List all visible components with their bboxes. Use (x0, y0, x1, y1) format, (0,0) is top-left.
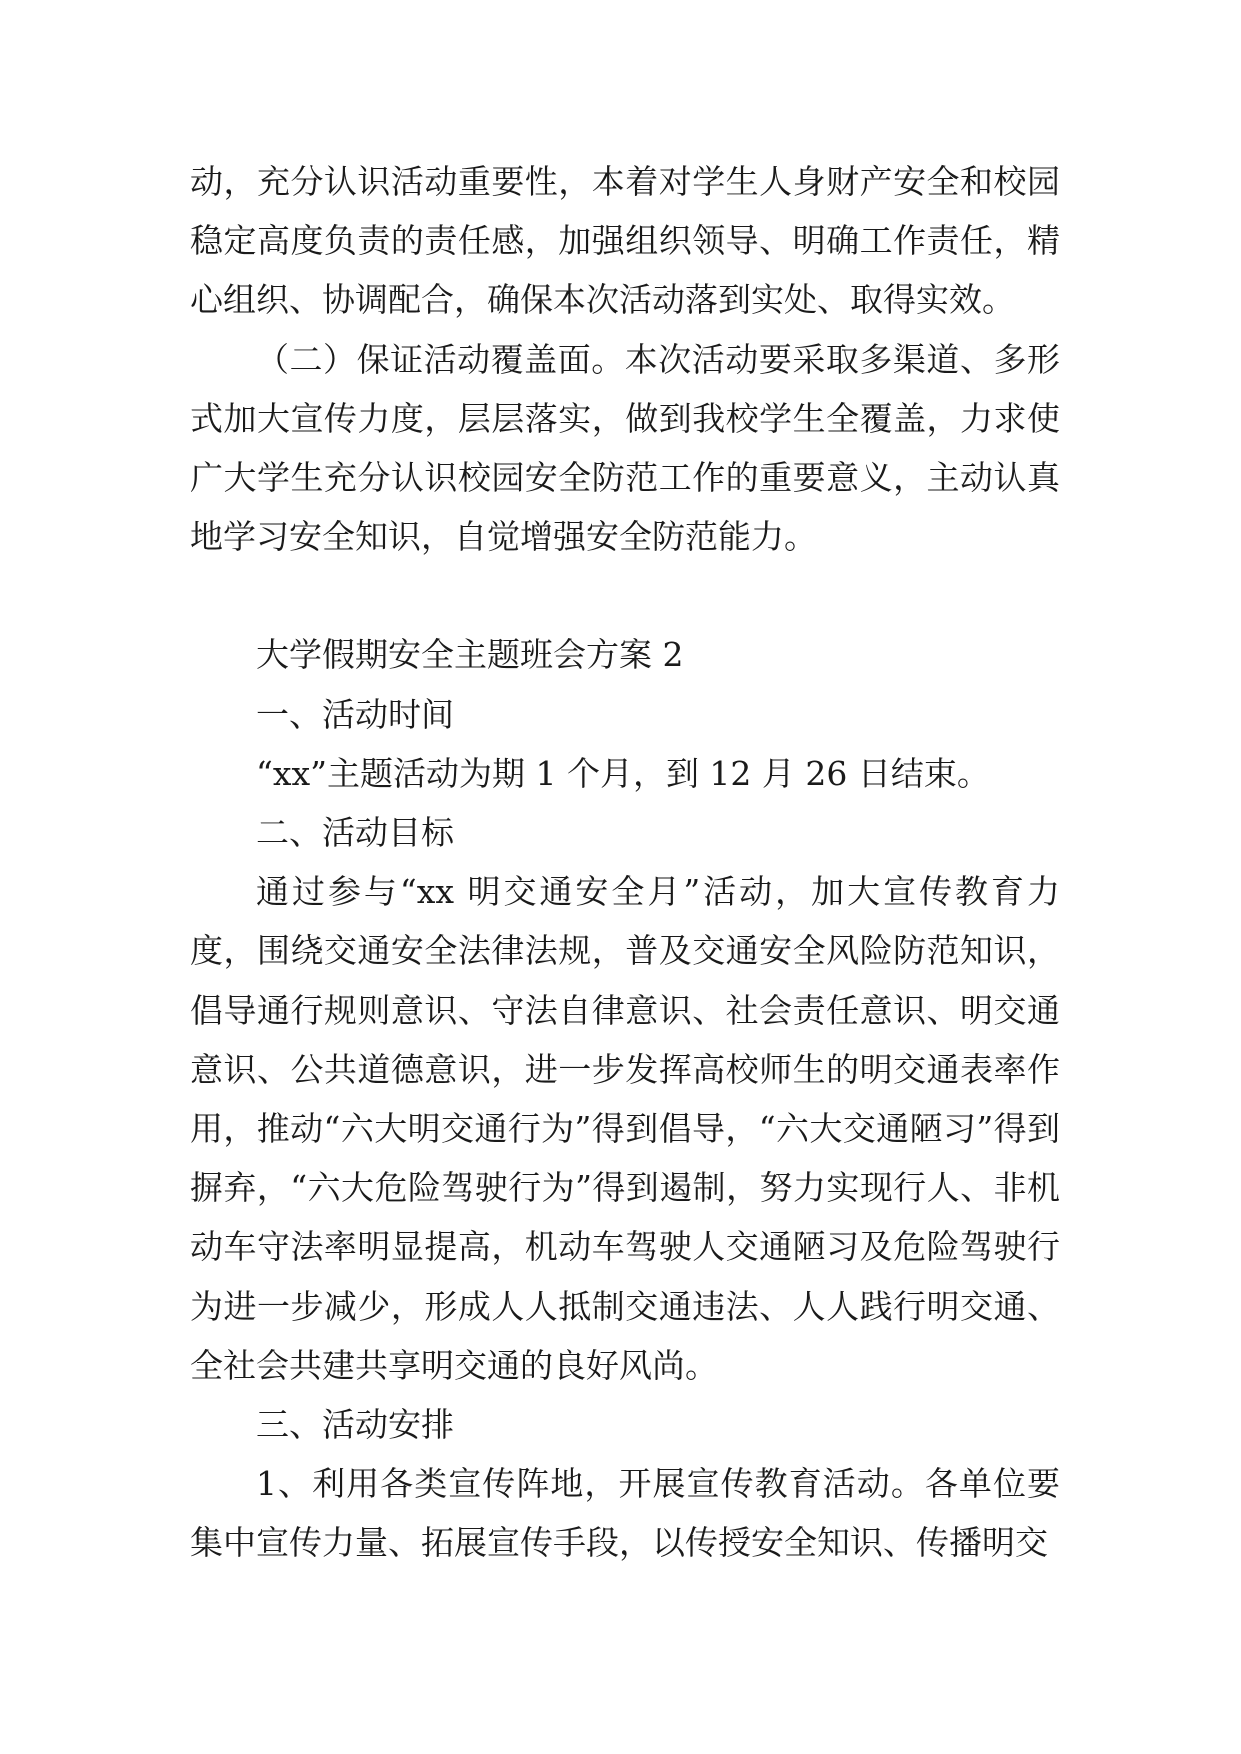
document-body (190, 152, 1060, 1573)
paragraph-continuation: 动，充分认识活动重要性，本着对学生人身财产安全和校园稳定高度负责的责任感，加强组织领导、明确工作责任，精心组织、协调配合，确保本次活动落到实处、取得实效。 (190, 162, 1060, 320)
heading-activity-goal: 二、活动目标 (256, 813, 454, 853)
heading-activity-arrangement: 三、活动安排 (256, 1405, 454, 1445)
paragraph-gap (190, 566, 1060, 625)
paragraph-activity-time: “xx”主题活动为期 1 个月，到 12 月 26 日结束。 (256, 753, 990, 793)
paragraph-activity-arrangement: 1、利用各类宣传阵地，开展宣传教育活动。各单位要集中宣传力量、拓展宣传手段，以传授安全知识、传播明交 (190, 1464, 1060, 1563)
section-title: 大学假期安全主题班会方案 2 (256, 635, 684, 675)
paragraph-coverage: （二）保证活动覆盖面。本次活动要采取多渠道、多形式加大宣传力度，层层落实，做到我校学生全覆盖，力求使广大学生充分认识校园安全防范工作的重要意义，主动认真地学习安全知识，自觉增强安全防范能力。 (190, 339, 1060, 557)
heading-activity-time: 一、活动时间 (256, 694, 454, 734)
paragraph-activity-goal: 通过参与“xx 明交通安全月”活动，加大宣传教育力度，围绕交通安全法律法规，普及交通安全风险防范知识，倡导通行规则意识、守法自律意识、社会责任意识、明交通意识、公共道德意识，进一步发挥高校师生的明交通表率作用，推动“六大明交通行为”得到倡导，“六大交通陋习”得到摒弃，“六大危险驾驶行为”得到遏制，努力实现行人、非机动车守法率明显提高，机动车驾驶人交通陋习及危险驾驶行为进一步减少，形成人人抵制交通违法、人人践行明交通、全社会共建共享明交通的良好风尚。 (190, 872, 1060, 1385)
